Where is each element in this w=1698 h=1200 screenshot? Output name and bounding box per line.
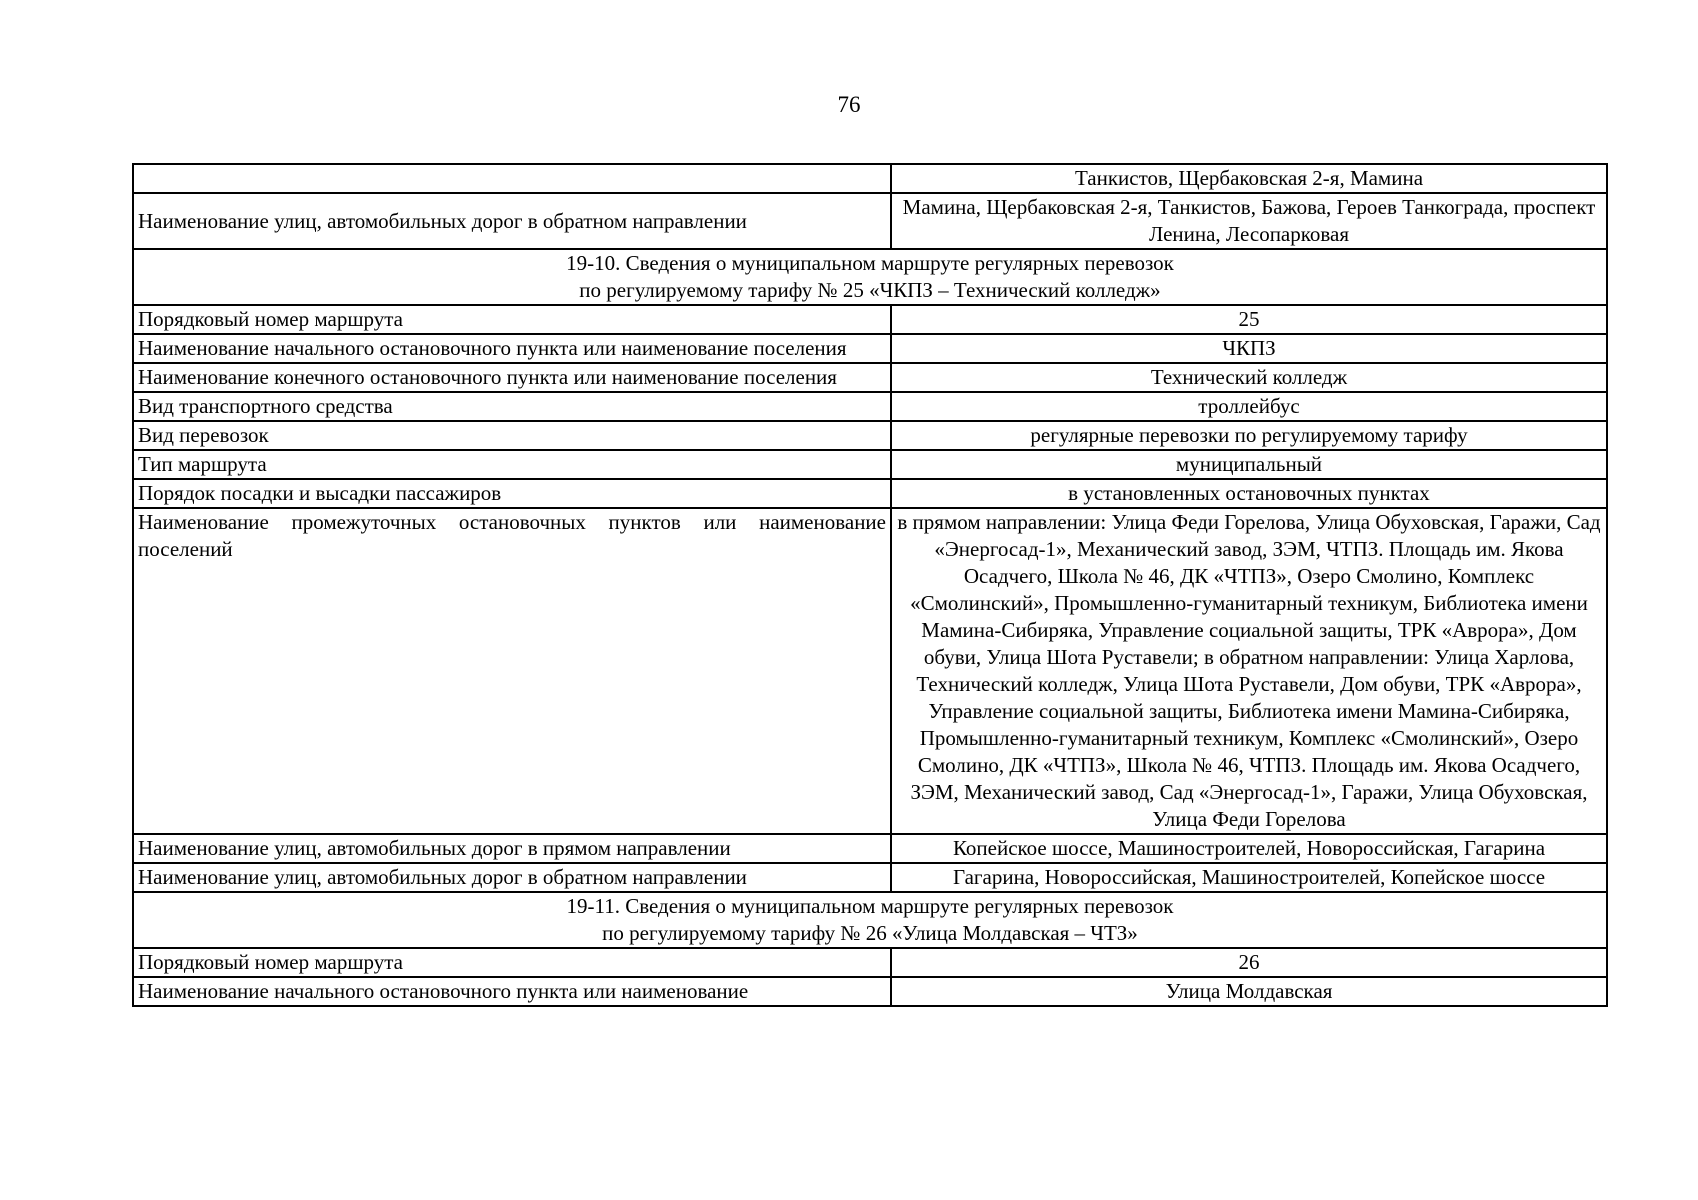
- table-cell-value: Копейское шоссе, Машиностроителей, Новороссийская, Гагарина: [891, 834, 1607, 863]
- section-heading: [133, 892, 1607, 948]
- table-cell-label: Наименование промежуточных остановочных пунктов или наименование поселений: [133, 508, 891, 834]
- section-heading-line: 19-11. Сведения о муниципальном маршруте регулярных перевозок: [566, 894, 1174, 918]
- table-row: [133, 193, 1607, 249]
- table-cell-value: Технический колледж: [891, 363, 1607, 392]
- table-cell-label: Порядковый номер маршрута: [133, 305, 891, 334]
- table-cell-label: Порядок посадки и высадки пассажиров: [133, 479, 891, 508]
- table-cell-value: регулярные перевозки по регулируемому тарифу: [891, 421, 1607, 450]
- page-number: 76: [837, 92, 861, 117]
- table-cell-value: Улица Молдавская: [891, 977, 1607, 1006]
- table-cell-value: Мамина, Щербаковская 2-я, Танкистов, Бажова, Героев Танкограда, проспект Ленина, Лесопарковая: [891, 193, 1607, 249]
- table-cell-label: Тип маршрута: [133, 450, 891, 479]
- section-heading-line: 19-10. Сведения о муниципальном маршруте регулярных перевозок: [566, 251, 1174, 275]
- table-row: [133, 508, 1607, 834]
- section-heading-line: по регулируемому тарифу № 25 «ЧКПЗ – Технический колледж»: [579, 278, 1161, 302]
- table-cell-label: Вид транспортного средства: [133, 392, 891, 421]
- table-cell-label: Наименование начального остановочного пункта или наименование: [133, 977, 891, 1006]
- section-heading: [133, 249, 1607, 305]
- route-info-table: [132, 163, 1608, 1007]
- table-cell-value: Танкистов, Щербаковская 2-я, Мамина: [891, 164, 1607, 193]
- table-cell-label: Порядковый номер маршрута: [133, 948, 891, 977]
- table-cell-value: 25: [891, 305, 1607, 334]
- table-cell-value: муниципальный: [891, 450, 1607, 479]
- table-row: [133, 305, 1607, 334]
- table-row: [133, 977, 1607, 1006]
- table-cell-label: Наименование улиц, автомобильных дорог в прямом направлении: [133, 834, 891, 863]
- table-row: [133, 479, 1607, 508]
- section-header-row: [133, 892, 1607, 948]
- table-cell-value: 26: [891, 948, 1607, 977]
- table-row: [133, 392, 1607, 421]
- table-cell-value: троллейбус: [891, 392, 1607, 421]
- table-cell-value: в установленных остановочных пунктах: [891, 479, 1607, 508]
- table-row: [133, 363, 1607, 392]
- table-cell-empty: [133, 164, 891, 193]
- section-header-row: [133, 249, 1607, 305]
- table-cell-value: Гагарина, Новороссийская, Машиностроителей, Копейское шоссе: [891, 863, 1607, 892]
- section-heading-line: по регулируемому тарифу № 26 «Улица Молдавская – ЧТЗ»: [602, 921, 1138, 945]
- table-row: [133, 334, 1607, 363]
- table-row: [133, 421, 1607, 450]
- table-row: [133, 863, 1607, 892]
- table-cell-label: Наименование улиц, автомобильных дорог в обратном направлении: [133, 863, 891, 892]
- table-cell-value: в прямом направлении: Улица Феди Горелова, Улица Обуховская, Гаражи, Сад «Энергосад-1», Механический завод, ЗЭМ, ЧТПЗ. Площадь им. Якова Осадчего, Школа № 46, ДК «ЧТПЗ», Озеро Смолино, Комплекс «Смолинский», Промышленно-гуманитарный техникум, Библиотека имени Мамина-Сибиряка, Управление социальной защиты, ТРК «Аврора», Дом обуви, Улица Шота Руставели; в обратном направлении: Улица Харлова, Технический колледж, Улица Шота Руставели, Дом обуви, ТРК «Аврора», Управление социальной защиты, Библиотека имени Мамина-Сибиряка, Промышленно-гуманитарный техникум, Комплекс «Смолинский», Озеро Смолино, ДК «ЧТПЗ», Школа № 46, ЧТПЗ. Площадь им. Якова Осадчего, ЗЭМ, Механический завод, Сад «Энергосад-1», Гаражи, Улица Обуховская, Улица Феди Горелова: [891, 508, 1607, 834]
- table-cell-label: Наименование конечного остановочного пункта или наименование поселения: [133, 363, 891, 392]
- table-cell-label: Наименование улиц, автомобильных дорог в обратном направлении: [133, 193, 891, 249]
- table-row: [133, 164, 1607, 193]
- table-cell-label: Вид перевозок: [133, 421, 891, 450]
- table-cell-value: ЧКПЗ: [891, 334, 1607, 363]
- table-row: [133, 834, 1607, 863]
- table-row: [133, 948, 1607, 977]
- table-row: [133, 450, 1607, 479]
- table-cell-label: Наименование начального остановочного пункта или наименование поселения: [133, 334, 891, 363]
